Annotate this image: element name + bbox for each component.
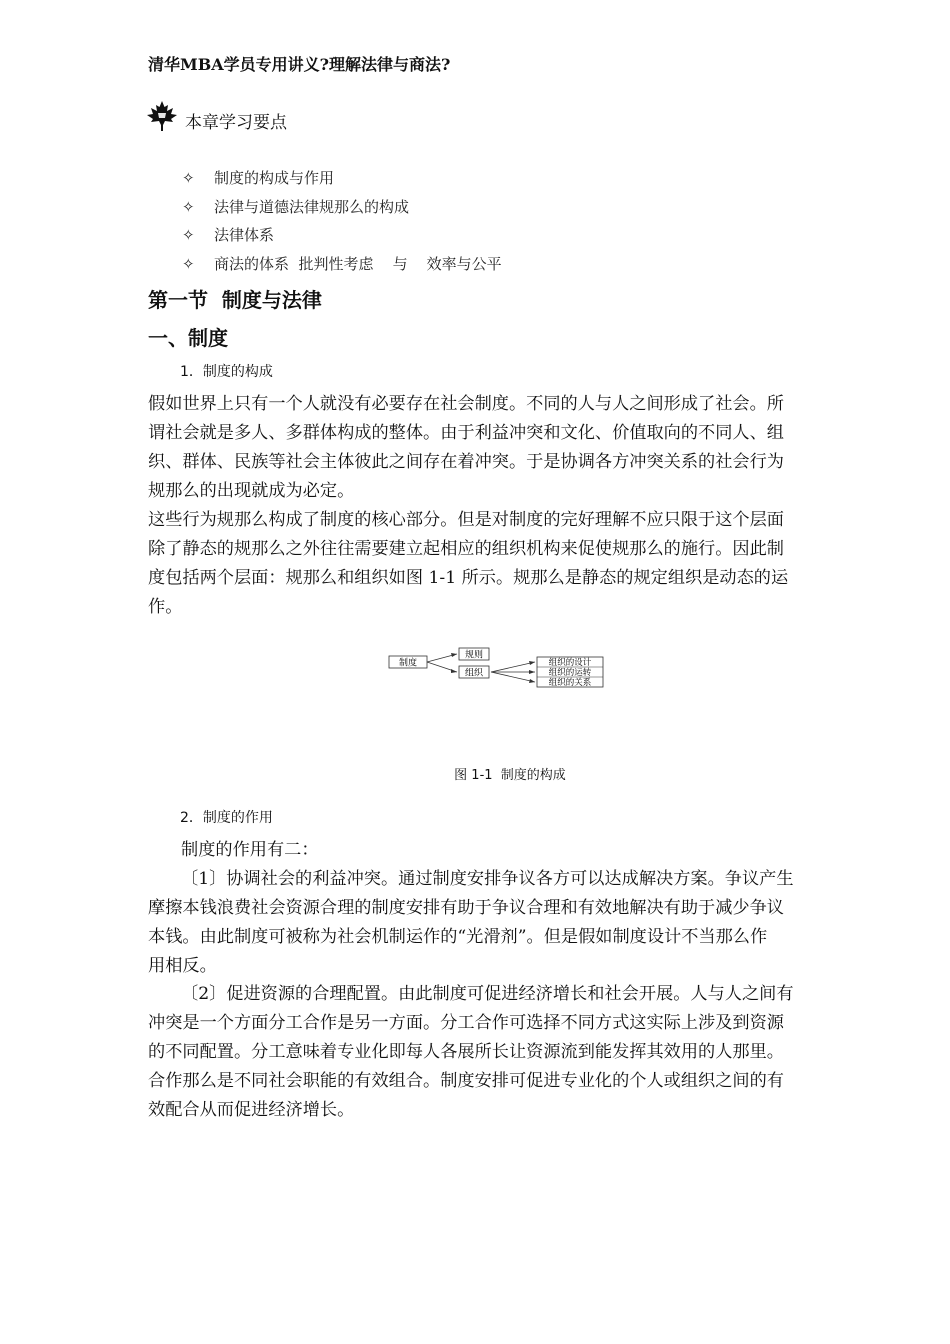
part2-paragraph-1 [148, 865, 868, 981]
maple-leaf-icon [145, 99, 179, 133]
diagram-label-org-operation: 组织的运转 [548, 668, 592, 678]
chapter-points-list [182, 164, 502, 278]
diagram-label-org-relation: 组织的关系 [548, 678, 592, 688]
list-item: ✧ 制度的构成与作用 [182, 164, 502, 193]
text-line: 谓社会就是多人、多群体构成的整体。由于利益冲突和文化、价值取向的不同人、组 [148, 423, 784, 443]
text-line: 合作那么是不同社会职能的有效组合。制度安排可促进专业化的个人或组织之间的有 [148, 1071, 784, 1091]
subsection-title: 一、制度 [148, 326, 228, 350]
part2-paragraph-2 [148, 980, 868, 1125]
text-line: 这些行为规那么构成了制度的核心部分。但是对制度的完好理解不应只限于这个层面 [148, 510, 784, 530]
list-item: ✧ 商法的体系 批判性考虑 与 效率与公平 [182, 250, 502, 279]
section-title: 第一节 制度与法律 [148, 288, 322, 312]
text-line: 除了静态的规那么之外往往需要建立起相应的组织机构来促使规那么的施行。因此制 [148, 539, 784, 559]
part1-heading: 1．制度的构成 [180, 364, 273, 380]
bullet-star-icon: ✧ [182, 197, 195, 216]
text-line: 〔2〕促进资源的合理配置。由此制度可促进经济增长和社会开展。人与人之间有 [181, 984, 794, 1004]
text-line: 摩擦本钱浪费社会资源合理的制度安排有助于争议合理和有效地解决有助于减少争议 [148, 898, 784, 918]
text-line: 假如世界上只有一个人就没有必要存在社会制度。不同的人与人之间形成了社会。所 [148, 394, 784, 414]
part1-body [148, 390, 868, 622]
chapter-points-label: 本章学习要点 [185, 113, 287, 133]
part2-heading: 2．制度的作用 [180, 810, 273, 826]
bullet-star-icon: ✧ [182, 226, 195, 244]
structure-diagram [385, 644, 615, 690]
list-item: ✧ 法律体系 [182, 221, 502, 250]
text-line: 作。 [148, 597, 183, 617]
text-line: 规那么的出现就成为必定。 [148, 481, 355, 501]
text-line: 〔1〕协调社会的利益冲突。通过制度安排争议各方可以达成解决方案。争议产生 [181, 869, 794, 889]
diagram-label-rule: 规则 [464, 650, 484, 661]
diagram-label-org: 组织 [464, 668, 484, 679]
text-line: 的不同配置。分工意味着专业化即每人各展所长让资源流到能发挥其效用的人那里。 [148, 1042, 784, 1062]
text-line: 织、群体、民族等社会主体彼此之间存在着冲突。于是协调各方冲突关系的社会行为 [148, 452, 784, 472]
text-line: 冲突是一个方面分工合作是另一方面。分工合作可选择不同方式这实际上涉及到资源 [148, 1013, 784, 1033]
diagram-label-org-design: 组织的设计 [548, 658, 592, 668]
part2-lead: 制度的作用有二： [181, 840, 319, 860]
chapter-points-header [145, 98, 287, 133]
text-line: 效配合从而促进经济增长。 [148, 1100, 355, 1120]
document-title: 清华MBA学员专用讲义?理解法律与商法? [148, 55, 451, 74]
figure-caption: 图 1-1 制度的构成 [454, 768, 566, 783]
bullet-star-icon: ✧ [182, 254, 195, 273]
bullet-star-icon: ✧ [182, 169, 195, 187]
text-line: 度包括两个层面：规那么和组织如图 1-1 所示。规那么是静态的规定组织是动态的运 [148, 568, 789, 588]
diagram-label-root: 制度 [398, 658, 418, 669]
list-item: ✧ 法律与道德法律规那么的构成 [182, 193, 502, 222]
text-line: 用相反。 [148, 956, 217, 976]
text-line: 本钱。由此制度可被称为社会机制运作的“光滑剂”。但是假如制度设计不当那么作 [148, 927, 768, 947]
